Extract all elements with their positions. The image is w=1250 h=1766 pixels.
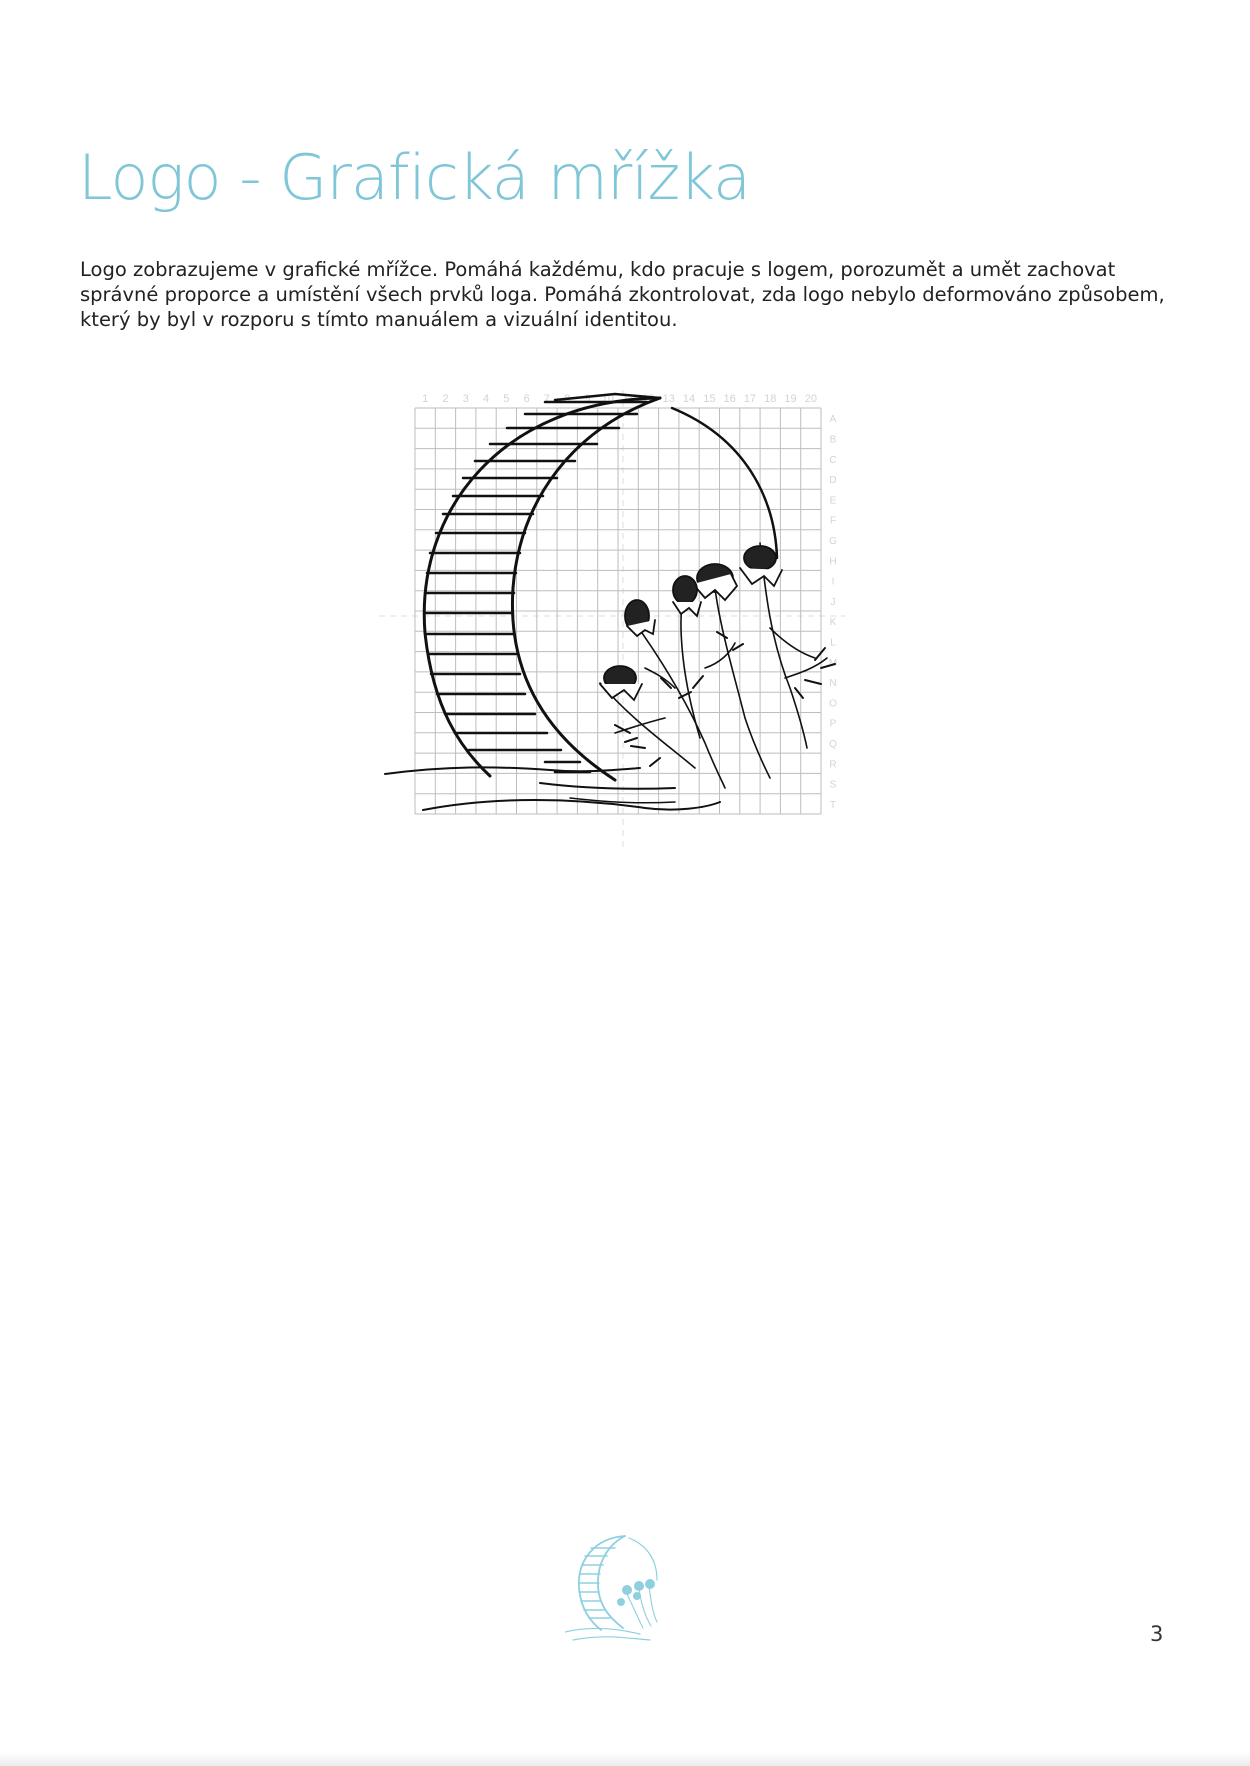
grid-row-label: F	[829, 515, 837, 527]
grid-column-label: 4	[482, 393, 490, 405]
grid-row-label: L	[830, 637, 836, 649]
grid-column-label: 8	[564, 393, 571, 405]
grid-row-label: O	[829, 698, 837, 710]
grid-row-label: R	[829, 759, 837, 771]
grid-row-label: C	[829, 454, 837, 466]
grid-row-label: H	[829, 556, 837, 568]
grid-column-label: 3	[462, 393, 469, 405]
grid-column-label: 17	[743, 393, 757, 405]
grid-column-label: 20	[804, 393, 817, 405]
logo-grid-figure	[375, 388, 875, 848]
grid-column-label: 13	[662, 393, 675, 405]
grid-column-label: 10	[601, 393, 614, 405]
grid-row-label: S	[829, 779, 837, 791]
grid-row-labels	[829, 414, 837, 811]
grid-column-label: 14	[682, 393, 696, 405]
grid-column-label: 16	[723, 393, 736, 405]
grid-column-label: 7	[543, 393, 551, 405]
grid-column-label: 11	[622, 393, 634, 405]
grid-lines	[415, 408, 821, 814]
intro-paragraph: Logo zobrazujeme v grafické mřížce. Pomáhá každému, kdo pracuje s logem, porozumět a umět zachovat správné proporce a umístění všech prvků loga. Pomáhá zkontrolovat, zda logo nebylo deformováno způsobem, který by byl v rozporu s tímto manuálem a vizuální identitou.	[80, 258, 1165, 331]
grid-row-label: B	[829, 434, 837, 446]
grid-row-label: I	[831, 576, 835, 588]
footer-logo-icon	[565, 1530, 685, 1650]
grid-column-label: 1	[422, 393, 429, 405]
grid-column-label: 18	[764, 393, 777, 405]
grid-row-label: P	[829, 718, 837, 730]
grid-row-label: J	[830, 596, 836, 608]
page-number: 3	[1150, 1622, 1164, 1646]
grid-row-label: N	[829, 678, 837, 690]
grid-column-label: 6	[523, 393, 530, 405]
moon-chamomile-logo-icon	[385, 394, 838, 810]
grid-row-label: T	[829, 799, 837, 811]
grid-row-label: G	[829, 535, 837, 547]
grid-column-label: 5	[503, 393, 510, 405]
grid-column-label: 2	[442, 393, 449, 405]
grid-row-label: M	[828, 657, 838, 669]
grid-column-label: 15	[703, 393, 716, 405]
grid-row-label: D	[829, 475, 837, 487]
grid-column-label: 19	[784, 393, 797, 405]
grid-column-label: 9	[584, 393, 591, 405]
grid-row-label: A	[829, 414, 837, 426]
grid-row-label: Q	[829, 738, 837, 750]
grid-row-label: K	[829, 617, 837, 629]
page-bottom-edge	[0, 1752, 1250, 1766]
grid-column-label: 12	[642, 393, 655, 405]
page-title: Logo - Grafická mřížka	[78, 141, 750, 214]
grid-row-label: E	[829, 495, 837, 507]
